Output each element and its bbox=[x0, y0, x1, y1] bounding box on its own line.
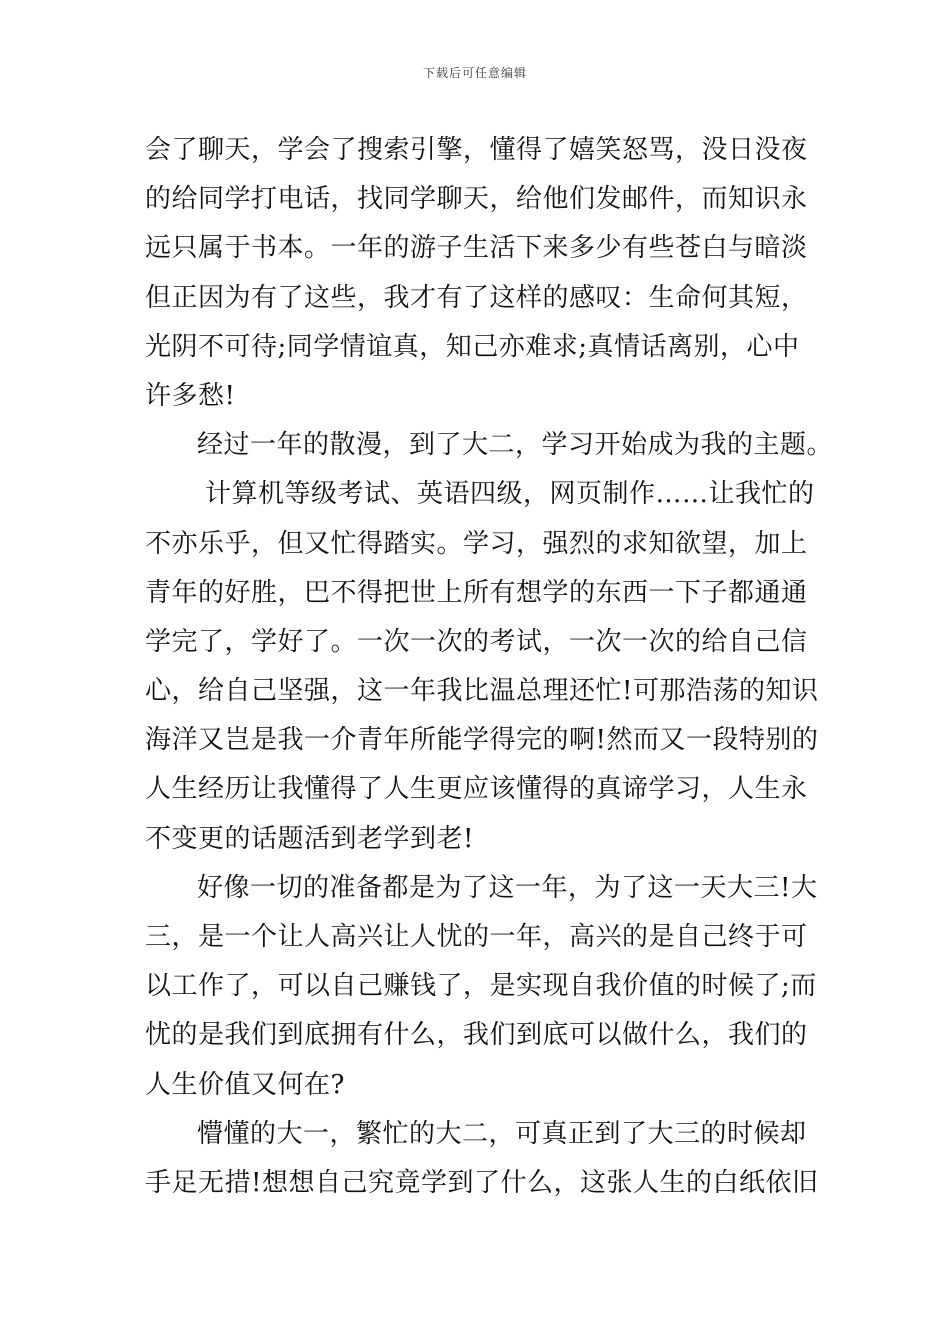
text-line: 人生经历让我懂得了人生更应该懂得的真谛学习，人生永 bbox=[145, 774, 808, 805]
text-line: 青年的好胜，巴不得把世上所有想学的东西一下子都通通 bbox=[145, 577, 808, 608]
document-body bbox=[145, 126, 834, 1208]
text-line: 学完了，学好了。一次一次的考试，一次一次的给自己信 bbox=[145, 626, 808, 657]
text-line: 心，给自己坚强，这一年我比温总理还忙!可那浩荡的知识 bbox=[145, 676, 819, 707]
text-line: 不亦乐乎，但又忙得踏实。学习，强烈的求知欲望，加上 bbox=[145, 528, 808, 559]
text-line: 不变更的话题活到老学到老! bbox=[145, 823, 474, 854]
text-line: 远只属于书本。一年的游子生活下来多少有些苍白与暗淡 bbox=[145, 233, 808, 264]
paragraph-start-line: 计算机等级考试、英语四级，网页制作……让我忙的 bbox=[205, 479, 815, 510]
text-line: 会了聊天，学会了搜索引擎，懂得了嬉笑怒骂，没日没夜 bbox=[145, 135, 808, 165]
paragraph-start-line: 经过一年的散漫，到了大二，学习开始成为我的主题。 bbox=[197, 430, 834, 461]
paragraph-start-line: 懵懂的大一，繁忙的大二，可真正到了大三的时候却 bbox=[197, 1118, 807, 1149]
text-line: 海洋又岂是我一介青年所能学得完的啊!然而又一段特别的 bbox=[145, 725, 819, 756]
text-line: 忧的是我们到底拥有什么，我们到底可以做什么，我们的 bbox=[145, 1020, 808, 1051]
text-line: 的给同学打电话，找同学聊天，给他们发邮件，而知识永 bbox=[145, 184, 808, 215]
text-line: 但正因为有了这些，我才有了这样的感叹：生命何其短， bbox=[145, 282, 808, 313]
text-line: 手足无措!想想自己究竟学到了什么，这张人生的白纸依旧 bbox=[145, 1167, 819, 1198]
text-line: 以工作了，可以自己赚钱了，是实现自我价值的时候了;而 bbox=[145, 971, 817, 1002]
text-line: 光阴不可待;同学情谊真，知己亦难求;真情话离别，心中 bbox=[145, 331, 800, 362]
page-header: 下载后可任意编辑 bbox=[422, 66, 527, 80]
paragraph-start-line: 好像一切的准备都是为了这一年，为了这一天大三!大 bbox=[197, 872, 818, 903]
text-line: 三，是一个让人高兴让人忧的一年，高兴的是自己终于可 bbox=[145, 922, 808, 952]
text-line: 人生价值又何在? bbox=[145, 1069, 345, 1100]
text-line: 许多愁! bbox=[145, 380, 236, 411]
